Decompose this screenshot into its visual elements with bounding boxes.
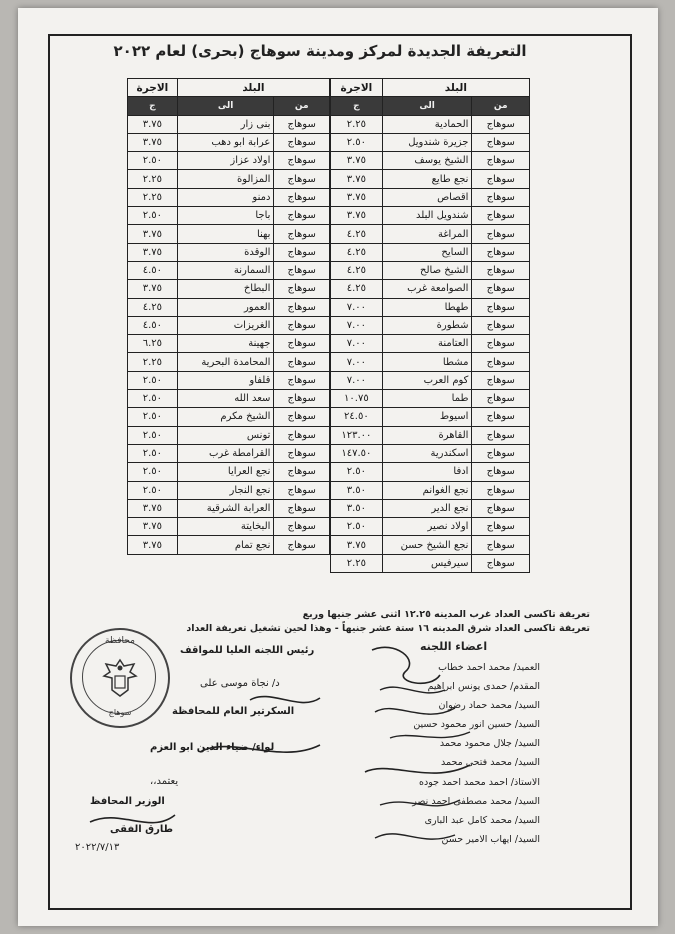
fare-cell: ٣.٥٠ xyxy=(331,499,383,517)
from-cell: سوهاج xyxy=(274,371,330,389)
table-row xyxy=(128,426,330,444)
fare-cell: ٧.٠٠ xyxy=(331,298,383,316)
fare-cell: ٢.٥٠ xyxy=(331,518,383,536)
table-row xyxy=(331,170,530,188)
table-row xyxy=(128,371,330,389)
fare-cell: ٣.٧٥ xyxy=(128,243,178,261)
town-cell: القاهرة xyxy=(382,426,472,444)
from-cell: سوهاج xyxy=(274,261,330,279)
fare-cell: ٤.٢٥ xyxy=(331,280,383,298)
fare-cell: ٢.٢٥ xyxy=(128,188,178,206)
town-cell: اقصاص xyxy=(382,188,472,206)
from-cell: سوهاج xyxy=(472,536,530,554)
town-cell: سعد الله xyxy=(177,390,274,408)
town-cell: المحامدة البحرية xyxy=(177,353,274,371)
chair-title: رئيس اللجنه العليا للمواقف xyxy=(180,645,315,656)
town-cell: نجع النجار xyxy=(177,481,274,499)
town-cell: كوم العرب xyxy=(382,371,472,389)
table-row xyxy=(128,170,330,188)
from-cell: سوهاج xyxy=(472,170,530,188)
fare-cell: ٤.٢٥ xyxy=(331,261,383,279)
table-row xyxy=(128,115,330,133)
fare-table-left xyxy=(127,78,330,555)
pound-header: ج xyxy=(331,97,383,115)
from-cell: سوهاج xyxy=(472,335,530,353)
town-cell: المزالوة xyxy=(177,170,274,188)
to-header: الى xyxy=(382,97,472,115)
table-row xyxy=(331,225,530,243)
committee-member: السيد/ ايهاب الامير حسن xyxy=(441,833,540,845)
town-cell: البخايتة xyxy=(177,518,274,536)
table-row xyxy=(331,426,530,444)
from-cell: سوهاج xyxy=(472,261,530,279)
fare-table-right-body xyxy=(331,115,530,572)
committee-members xyxy=(360,658,540,849)
table-row xyxy=(128,280,330,298)
fare-cell: ٤.٢٥ xyxy=(128,298,178,316)
table-row xyxy=(331,518,530,536)
table-row xyxy=(331,371,530,389)
town-cell: نجع طايع xyxy=(382,170,472,188)
town-cell: السمارنة xyxy=(177,261,274,279)
fare-header: الاجرة xyxy=(128,79,178,97)
secretary-name: لواء/ ضياء الدين ابو العزم xyxy=(150,742,275,753)
from-cell: سوهاج xyxy=(472,444,530,462)
committee-member: الاستاذ/ احمد محمد احمد جوده xyxy=(419,776,540,788)
town-cell: العمور xyxy=(177,298,274,316)
fare-cell: ٣.٧٥ xyxy=(128,280,178,298)
table-row xyxy=(331,335,530,353)
fare-table-left-body xyxy=(128,115,330,554)
fare-cell: ٢.٥٠ xyxy=(331,463,383,481)
table-row xyxy=(128,316,330,334)
town-cell: ادفا xyxy=(382,463,472,481)
town-cell: شطورة xyxy=(382,316,472,334)
from-cell: سوهاج xyxy=(274,207,330,225)
fare-cell: ٣.٧٥ xyxy=(331,207,383,225)
from-cell: سوهاج xyxy=(472,390,530,408)
fare-cell: ٤.٢٥ xyxy=(331,225,383,243)
seal-top-text: محافظة xyxy=(105,636,135,646)
table-row xyxy=(331,499,530,517)
from-cell: سوهاج xyxy=(274,536,330,554)
town-cell: اسيوط xyxy=(382,408,472,426)
fare-cell: ٣.٥٠ xyxy=(331,481,383,499)
fare-cell: ٢.٥٠ xyxy=(128,371,178,389)
town-cell: الشيخ مكرم xyxy=(177,408,274,426)
table-row xyxy=(331,408,530,426)
table-row xyxy=(128,463,330,481)
from-cell: سوهاج xyxy=(472,499,530,517)
from-cell: سوهاج xyxy=(472,243,530,261)
table-row xyxy=(331,115,530,133)
table-row xyxy=(331,243,530,261)
from-cell: سوهاج xyxy=(472,316,530,334)
town-cell: بهنا xyxy=(177,225,274,243)
from-cell: سوهاج xyxy=(472,463,530,481)
from-cell: سوهاج xyxy=(472,207,530,225)
from-cell: سوهاج xyxy=(274,316,330,334)
eagle-emblem-icon xyxy=(100,656,140,700)
from-cell: سوهاج xyxy=(472,371,530,389)
committee-member: السيد/ محمد حماد رضوان xyxy=(438,700,540,712)
town-cell: العتامنة xyxy=(382,335,472,353)
from-cell: سوهاج xyxy=(274,444,330,462)
fare-cell: ٣.٧٥ xyxy=(128,115,178,133)
fare-cell: ٦.٢٥ xyxy=(128,335,178,353)
town-cell: الوقدة xyxy=(177,243,274,261)
from-cell: سوهاج xyxy=(274,188,330,206)
committee-member: السيد/ محمد مصطفى احمد نصر xyxy=(412,795,540,807)
fare-cell: ٢.٥٠ xyxy=(331,133,383,151)
from-cell: سوهاج xyxy=(274,115,330,133)
fare-cell: ٣.٧٥ xyxy=(128,536,178,554)
table-row xyxy=(128,518,330,536)
from-header: من xyxy=(472,97,530,115)
town-cell: الغريزات xyxy=(177,316,274,334)
from-cell: سوهاج xyxy=(274,170,330,188)
town-cell: العرابة الشرقية xyxy=(177,499,274,517)
secretary-title: السكرتير العام للمحافظة xyxy=(172,706,295,717)
from-cell: سوهاج xyxy=(274,280,330,298)
town-cell: عرابة ابو دهب xyxy=(177,133,274,151)
table-row xyxy=(331,444,530,462)
fare-cell: ٣.٧٥ xyxy=(331,536,383,554)
town-header: البلد xyxy=(382,79,529,97)
town-header: البلد xyxy=(177,79,329,97)
town-cell: الشيخ صالح xyxy=(382,261,472,279)
town-cell: نجع العرايا xyxy=(177,463,274,481)
fare-cell: ٧.٠٠ xyxy=(331,316,383,334)
from-cell: سوهاج xyxy=(472,518,530,536)
table-row xyxy=(128,444,330,462)
table-row xyxy=(331,280,530,298)
table-row xyxy=(331,390,530,408)
table-row xyxy=(331,133,530,151)
from-cell: سوهاج xyxy=(472,152,530,170)
table-row xyxy=(128,243,330,261)
town-cell: الصوامعة غرب xyxy=(382,280,472,298)
fare-cell: ٢.٥٠ xyxy=(128,207,178,225)
fare-cell: ٢.٥٠ xyxy=(128,390,178,408)
note-east: تعريفة تاكسى العداد شرق المدينه ١٦ ستة عشر جنيهاً - وهذا لحين تشغيل تعريفة العداد xyxy=(186,623,590,634)
fare-cell: ٢.٢٥ xyxy=(331,554,383,572)
fare-cell: ٢.٥٠ xyxy=(128,444,178,462)
town-cell: دمنو xyxy=(177,188,274,206)
from-cell: سوهاج xyxy=(472,554,530,572)
town-cell: طما xyxy=(382,390,472,408)
fare-cell: ١٢٣.٠٠ xyxy=(331,426,383,444)
table-row xyxy=(331,536,530,554)
from-cell: سوهاج xyxy=(274,408,330,426)
governor-name: طارق الفقى xyxy=(110,824,174,835)
fare-cell: ٢.٥٠ xyxy=(128,152,178,170)
committee-member: السيد/ جلال محمود محمد xyxy=(439,738,540,750)
from-cell: سوهاج xyxy=(274,225,330,243)
from-cell: سوهاج xyxy=(472,481,530,499)
table-row xyxy=(331,353,530,371)
fare-cell: ٢.٢٥ xyxy=(128,353,178,371)
town-cell: الحمادية xyxy=(382,115,472,133)
from-cell: سوهاج xyxy=(274,152,330,170)
fare-cell: ٤.٥٠ xyxy=(128,261,178,279)
document-title: التعريفة الجديدة لمركز ومدينة سوهاج (بحرى) لعام ٢٠٢٢ xyxy=(113,42,527,60)
table-row xyxy=(128,390,330,408)
fare-cell: ٣.٧٥ xyxy=(128,225,178,243)
committee-member: السيد/ محمد كامل عبد البارى xyxy=(424,814,540,826)
fare-cell: ٧.٠٠ xyxy=(331,335,383,353)
from-cell: سوهاج xyxy=(472,133,530,151)
governorate-seal xyxy=(70,628,170,728)
town-cell: نجع الغوانم xyxy=(382,481,472,499)
fare-cell: ١٤٧.٥٠ xyxy=(331,444,383,462)
from-cell: سوهاج xyxy=(274,426,330,444)
table-row xyxy=(331,261,530,279)
committee-member: السيد/ محمد فتحى محمد xyxy=(441,757,540,769)
table-row xyxy=(331,554,530,572)
committee-member: العميد/ محمد احمد خطاب xyxy=(438,662,540,673)
fare-cell: ٣.٧٥ xyxy=(331,152,383,170)
table-row xyxy=(128,536,330,554)
from-cell: سوهاج xyxy=(274,353,330,371)
note-west: تعريفة تاكسى العداد غرب المدينه ١٢.٢٥ اثنى عشر جنيها وربع xyxy=(302,609,590,620)
fare-cell: ٧.٠٠ xyxy=(331,353,383,371)
table-row xyxy=(128,188,330,206)
table-row xyxy=(128,335,330,353)
committee-member: السيد/ حسين انور محمود حسين xyxy=(413,719,540,731)
from-cell: سوهاج xyxy=(472,353,530,371)
from-cell: سوهاج xyxy=(472,115,530,133)
fare-cell: ٢.٥٠ xyxy=(128,481,178,499)
table-row xyxy=(128,353,330,371)
table-row xyxy=(128,481,330,499)
table-row xyxy=(128,499,330,517)
committee-member: المقدم/ حمدى يونس ابراهيم xyxy=(427,681,540,693)
governor-title: الوزير المحافظ xyxy=(90,796,165,807)
fare-cell: ٢٤.٥٠ xyxy=(331,408,383,426)
table-row xyxy=(331,316,530,334)
town-cell: قلفاو xyxy=(177,371,274,389)
town-cell: جزيرة شندويل xyxy=(382,133,472,151)
from-cell: سوهاج xyxy=(472,408,530,426)
fare-cell: ٣.٧٥ xyxy=(128,133,178,151)
table-row xyxy=(331,207,530,225)
town-cell: جهينة xyxy=(177,335,274,353)
town-cell: طهطا xyxy=(382,298,472,316)
fare-header: الاجرة xyxy=(331,79,383,97)
fare-cell: ٢.٥٠ xyxy=(128,408,178,426)
approval-date: ٢٠٢٢/٧/١٣ xyxy=(75,842,120,853)
to-header: الى xyxy=(177,97,274,115)
chair-name: د/ نجاة موسى على xyxy=(200,678,280,689)
table-row xyxy=(128,225,330,243)
meter-notes xyxy=(150,608,590,636)
from-cell: سوهاج xyxy=(274,499,330,517)
fare-cell: ٢.٢٥ xyxy=(128,170,178,188)
town-cell: البطاخ xyxy=(177,280,274,298)
town-cell: اولاد عزاز xyxy=(177,152,274,170)
town-cell: اسكندرية xyxy=(382,444,472,462)
town-cell: المراغة xyxy=(382,225,472,243)
from-cell: سوهاج xyxy=(274,518,330,536)
from-cell: سوهاج xyxy=(274,481,330,499)
table-row xyxy=(128,298,330,316)
from-cell: سوهاج xyxy=(274,390,330,408)
town-cell: اولاد نصير xyxy=(382,518,472,536)
fare-cell: ٣.٧٥ xyxy=(331,188,383,206)
table-row xyxy=(331,152,530,170)
table-row xyxy=(331,481,530,499)
from-cell: سوهاج xyxy=(274,133,330,151)
table-row xyxy=(128,207,330,225)
table-row xyxy=(128,261,330,279)
table-row xyxy=(331,188,530,206)
fare-cell: ١٠.٧٥ xyxy=(331,390,383,408)
from-header: من xyxy=(274,97,330,115)
fare-cell: ٣.٧٥ xyxy=(128,499,178,517)
fare-cell: ٣.٧٥ xyxy=(128,518,178,536)
table-row xyxy=(128,152,330,170)
town-cell: نجع تمام xyxy=(177,536,274,554)
table-row xyxy=(331,463,530,481)
town-cell: تونس xyxy=(177,426,274,444)
fare-cell: ٣.٧٥ xyxy=(331,170,383,188)
committee-title: اعضاء اللجنه xyxy=(420,640,488,653)
town-cell: الشيخ يوسف xyxy=(382,152,472,170)
town-cell: باجا xyxy=(177,207,274,225)
town-cell: شندويل البلد xyxy=(382,207,472,225)
town-cell: السايح xyxy=(382,243,472,261)
fare-cell: ٢.٢٥ xyxy=(331,115,383,133)
town-cell: مشطا xyxy=(382,353,472,371)
pound-header: ج xyxy=(128,97,178,115)
from-cell: سوهاج xyxy=(472,298,530,316)
fare-cell: ٤.٢٥ xyxy=(331,243,383,261)
town-cell: سيرفيس xyxy=(382,554,472,572)
table-row xyxy=(128,408,330,426)
town-cell: نجع الشيخ حسن xyxy=(382,536,472,554)
town-cell: نجع الدير xyxy=(382,499,472,517)
from-cell: سوهاج xyxy=(274,298,330,316)
from-cell: سوهاج xyxy=(274,335,330,353)
table-row xyxy=(331,298,530,316)
town-cell: بنى زار xyxy=(177,115,274,133)
town-cell: القرامطة غرب xyxy=(177,444,274,462)
fare-cell: ٧.٠٠ xyxy=(331,371,383,389)
from-cell: سوهاج xyxy=(472,426,530,444)
table-row xyxy=(128,133,330,151)
from-cell: سوهاج xyxy=(274,243,330,261)
from-cell: سوهاج xyxy=(472,225,530,243)
approve-label: يعتمد،، xyxy=(150,776,179,787)
from-cell: سوهاج xyxy=(472,188,530,206)
fare-cell: ٤.٥٠ xyxy=(128,316,178,334)
from-cell: سوهاج xyxy=(274,463,330,481)
fare-cell: ٢.٥٠ xyxy=(128,426,178,444)
fare-table-right xyxy=(330,78,530,573)
from-cell: سوهاج xyxy=(472,280,530,298)
fare-cell: ٢.٥٠ xyxy=(128,463,178,481)
seal-bottom-text: سوهاج xyxy=(108,708,132,717)
